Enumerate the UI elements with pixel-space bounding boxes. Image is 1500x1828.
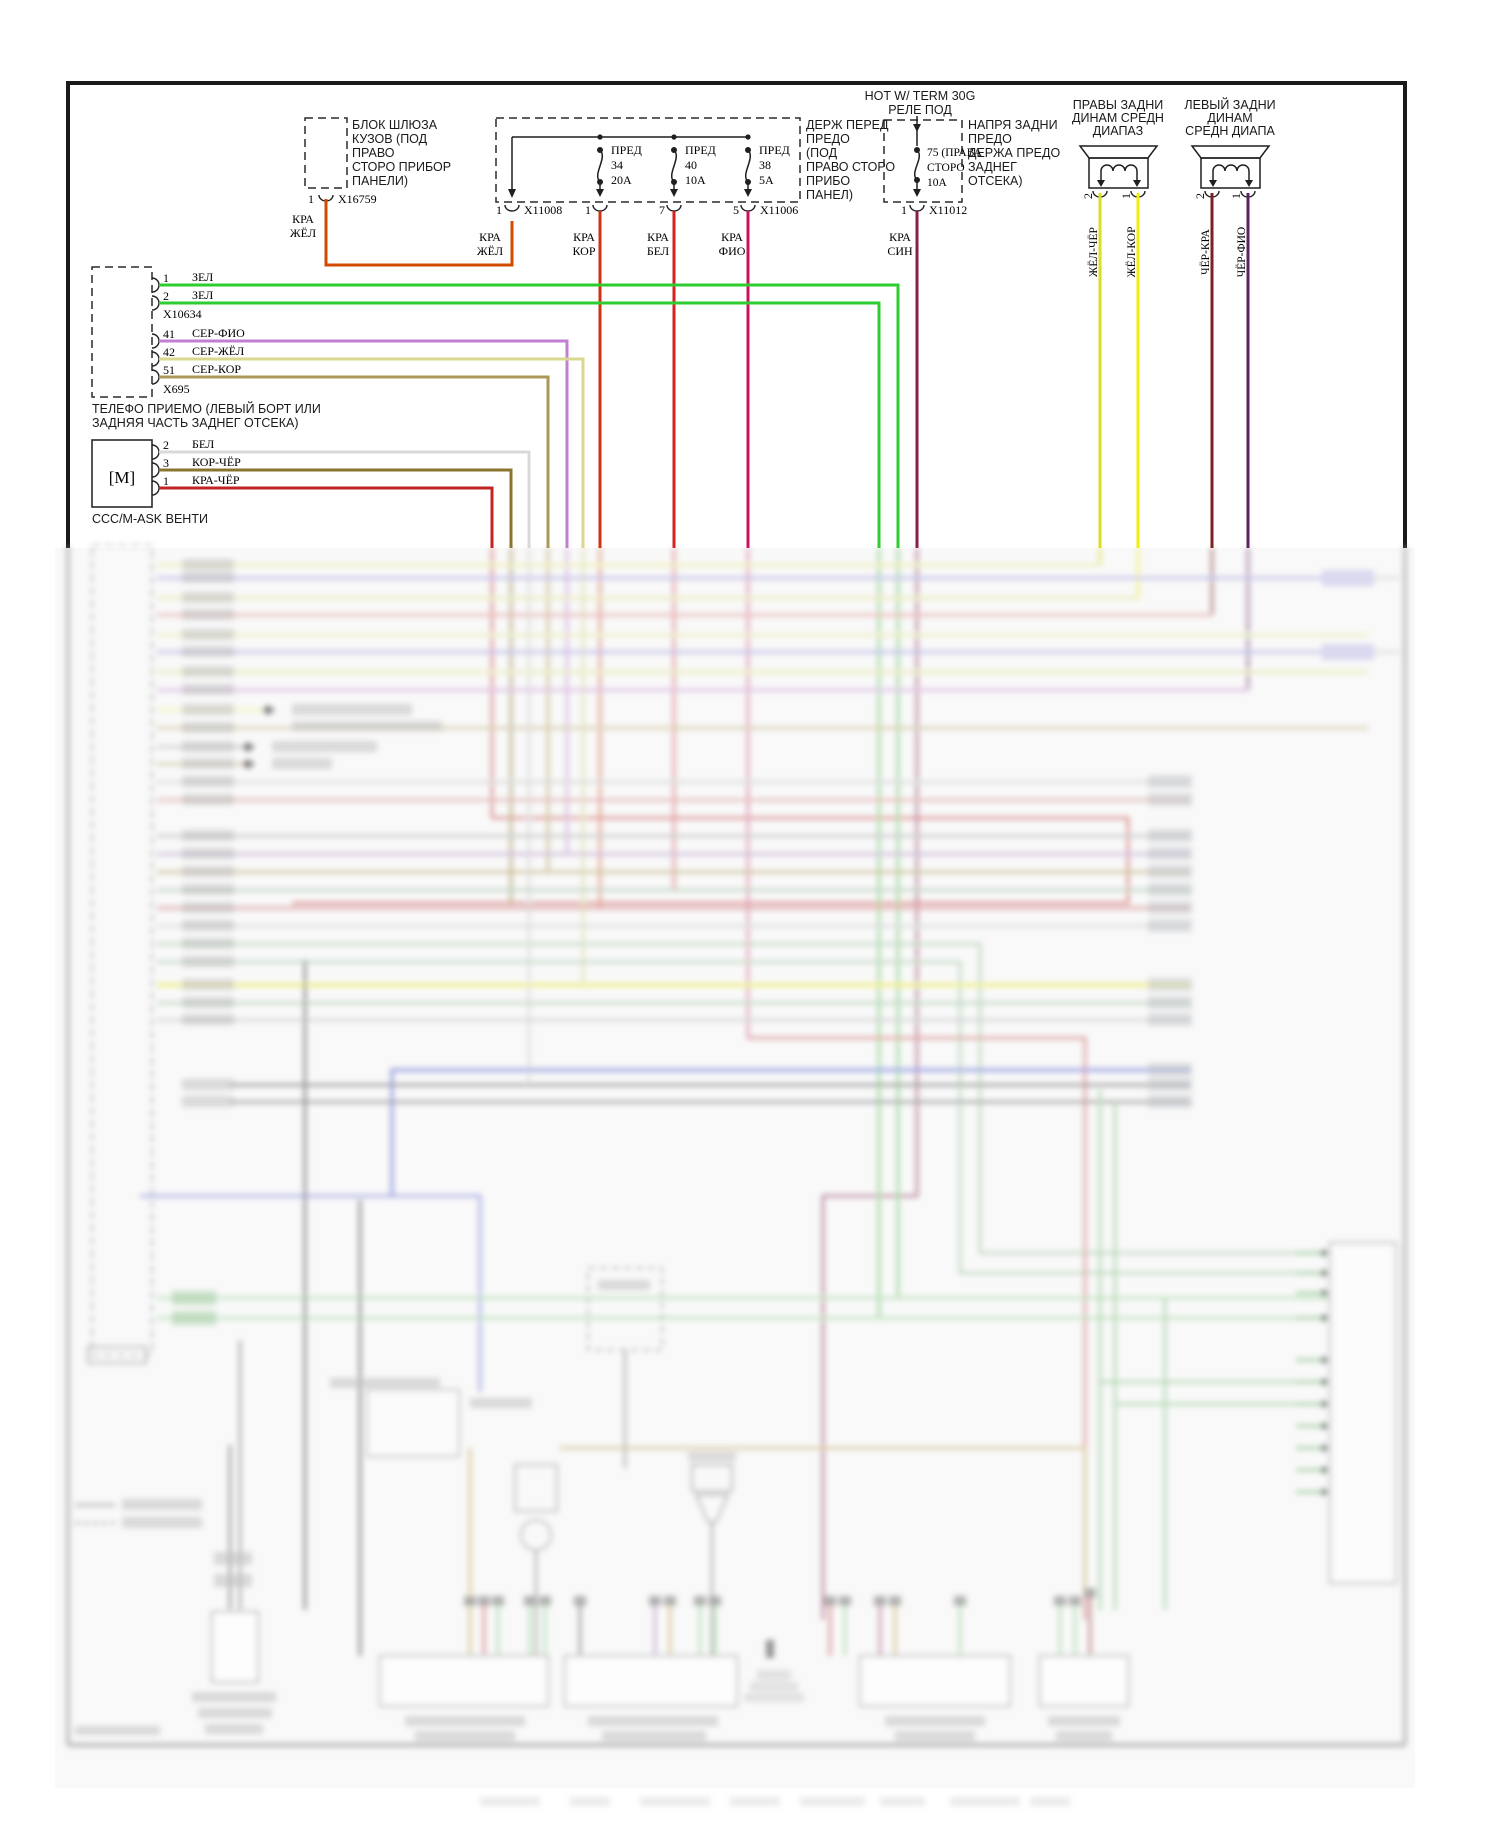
svg-text:ЗАДНЯЯ ЧАСТЬ ЗАДНЕГ ОТСЕКА): ЗАДНЯЯ ЧАСТЬ ЗАДНЕГ ОТСЕКА) [92, 416, 299, 430]
fuse-34 [596, 143, 642, 197]
svg-text:ДИНАМ СРЕДН: ДИНАМ СРЕДН [1072, 111, 1164, 125]
wire-label: КРА [292, 212, 314, 226]
connector-x10634: X10634 [163, 307, 202, 321]
svg-text:ПРИБО: ПРИБО [806, 174, 851, 188]
svg-text:1: 1 [496, 203, 502, 217]
rear-fuse-box [865, 89, 1061, 548]
relay-fuse-label: 75 (ПРАВА [927, 147, 982, 159]
svg-text:5A: 5A [759, 173, 774, 187]
svg-text:СЕР-ФИО: СЕР-ФИО [192, 326, 245, 340]
svg-text:1: 1 [1229, 193, 1243, 199]
svg-text:34: 34 [611, 158, 623, 172]
svg-text:20A: 20A [611, 173, 632, 187]
svg-text:КРА-ЧЁР: КРА-ЧЁР [192, 473, 240, 487]
connector-x16759: X16759 [338, 192, 377, 206]
svg-text:СТОРО: СТОРО [927, 162, 965, 174]
svg-text:ПРАВО СТОРО: ПРАВО СТОРО [806, 160, 896, 174]
svg-text:2: 2 [1193, 193, 1207, 199]
svg-text:СЕР-ЖЁЛ: СЕР-ЖЁЛ [192, 344, 245, 358]
svg-text:ПРЕД: ПРЕД [611, 143, 642, 157]
speaker-coil-icon [1101, 165, 1137, 171]
svg-text:КРА: КРА [647, 230, 669, 244]
svg-text:2: 2 [1081, 193, 1095, 199]
svg-text:ПРЕД: ПРЕД [759, 143, 790, 157]
svg-text:ПАНЕЛИ): ПАНЕЛИ) [352, 174, 409, 188]
svg-text:КРА: КРА [573, 230, 595, 244]
svg-text:38: 38 [759, 158, 771, 172]
pin-number: 1 [308, 192, 314, 206]
wire-kra-cher [159, 488, 492, 548]
svg-text:ЖЁЛ: ЖЁЛ [289, 226, 317, 240]
svg-text:СЕР-КОР: СЕР-КОР [192, 362, 242, 376]
svg-text:КРА: КРА [721, 230, 743, 244]
svg-text:КОР-ЧЁР: КОР-ЧЁР [192, 455, 241, 469]
connector-x695: X695 [163, 382, 190, 396]
svg-text:2: 2 [163, 289, 169, 303]
svg-text:10A: 10A [685, 173, 706, 187]
svg-text:СИН: СИН [887, 244, 913, 258]
svg-text:ПРЕД: ПРЕД [685, 143, 716, 157]
svg-text:5: 5 [733, 203, 739, 217]
wire-label-zhel-cher: ЖЁЛ-ЧЁР [1088, 227, 1100, 277]
svg-text:42: 42 [163, 345, 175, 359]
left-rear-speaker [1184, 97, 1275, 548]
svg-text:ОТСЕКА): ОТСЕКА) [968, 174, 1023, 188]
svg-text:ФИО: ФИО [718, 244, 746, 258]
speaker-title: ЛЕВЫЙ ЗАДНИ [1184, 98, 1276, 112]
svg-text:КУЗОВ (ПОД: КУЗОВ (ПОД [352, 132, 428, 146]
svg-text:1: 1 [585, 203, 591, 217]
svg-text:СТОРО ПРИБОР: СТОРО ПРИБОР [352, 160, 452, 174]
front-fuse-box [477, 118, 896, 548]
speaker-cone-icon [1192, 146, 1269, 158]
svg-text:1: 1 [163, 271, 169, 285]
wire-label-cher-kra: ЧЁР-КРА [1200, 229, 1212, 275]
svg-text:ЗЕЛ: ЗЕЛ [192, 288, 214, 302]
svg-text:КОР: КОР [572, 244, 596, 258]
svg-text:1: 1 [1119, 193, 1133, 199]
svg-text:10A: 10A [927, 177, 947, 189]
svg-text:1: 1 [163, 474, 169, 488]
diagram-frame [68, 83, 1405, 548]
speaker-cone-icon [1080, 146, 1157, 158]
right-rear-speaker [1072, 98, 1164, 548]
svg-text:КРА: КРА [479, 230, 501, 244]
svg-text:7: 7 [659, 203, 665, 217]
svg-text:51: 51 [163, 363, 175, 377]
svg-text:РЕЛЕ ПОД: РЕЛЕ ПОД [888, 103, 952, 117]
connector-x11012: X11012 [929, 203, 968, 217]
svg-text:ПРАВО: ПРАВО [352, 146, 395, 160]
svg-text:ПРЕДО: ПРЕДО [968, 132, 1012, 146]
svg-text:КРА: КРА [889, 230, 911, 244]
rear-fuse-box-label: НАПРЯ ЗАДНИ [968, 118, 1058, 132]
svg-text:ЗЕЛ: ЗЕЛ [192, 270, 214, 284]
blur-veil [55, 548, 1415, 1788]
motor-symbol: [M] [108, 468, 136, 487]
gateway-label: БЛОК ШЛЮЗА [352, 118, 438, 132]
svg-text:2: 2 [163, 438, 169, 452]
svg-text:40: 40 [685, 158, 697, 172]
front-fuse-box-label: ДЕРЖ ПЕРЕД [806, 118, 889, 132]
phone-receiver-label: ТЕЛЕФО ПРИЕМО (ЛЕВЫЙ БОРТ ИЛИ [92, 402, 321, 416]
svg-text:ДИНАМ: ДИНАМ [1207, 111, 1253, 125]
hot-label: HOT W/ TERM 30G [864, 89, 976, 103]
speaker-coil-icon [1213, 165, 1249, 171]
svg-text:СРЕДН ДИАПА: СРЕДН ДИАПА [1185, 124, 1275, 138]
svg-text:БЕЛ: БЕЛ [192, 437, 215, 451]
svg-text:1: 1 [901, 203, 907, 217]
svg-text:ДЕРЖА ПРЕДО: ДЕРЖА ПРЕДО [968, 146, 1061, 160]
svg-text:ПАНЕЛ): ПАНЕЛ) [806, 188, 854, 202]
svg-text:(ПОД: (ПОД [806, 146, 838, 160]
wire-label-zhel-kor: ЖЁЛ-КОР [1126, 226, 1138, 278]
svg-text:3: 3 [163, 456, 169, 470]
svg-text:БЕЛ: БЕЛ [646, 244, 670, 258]
svg-text:ДИАПАЗ: ДИАПАЗ [1092, 124, 1144, 138]
connector-x11008: X11008 [524, 203, 563, 217]
fan-module-label: CCC/M-ASK ВЕНТИ [92, 512, 208, 526]
fuse-40 [670, 143, 716, 197]
phone-receiver-module [92, 267, 898, 548]
fan-module [92, 437, 529, 548]
fuse-38 [744, 143, 790, 197]
svg-text:ПРЕДО: ПРЕДО [806, 132, 850, 146]
svg-text:ЖЁЛ: ЖЁЛ [476, 244, 504, 258]
speaker-title: ПРАВЫ ЗАДНИ [1072, 98, 1164, 112]
svg-text:ЗАДНЕГ: ЗАДНЕГ [968, 160, 1017, 174]
svg-text:41: 41 [163, 327, 175, 341]
connector-x11006: X11006 [760, 203, 799, 217]
wire-label-cher-fio: ЧЁР-ФИО [1236, 226, 1248, 278]
